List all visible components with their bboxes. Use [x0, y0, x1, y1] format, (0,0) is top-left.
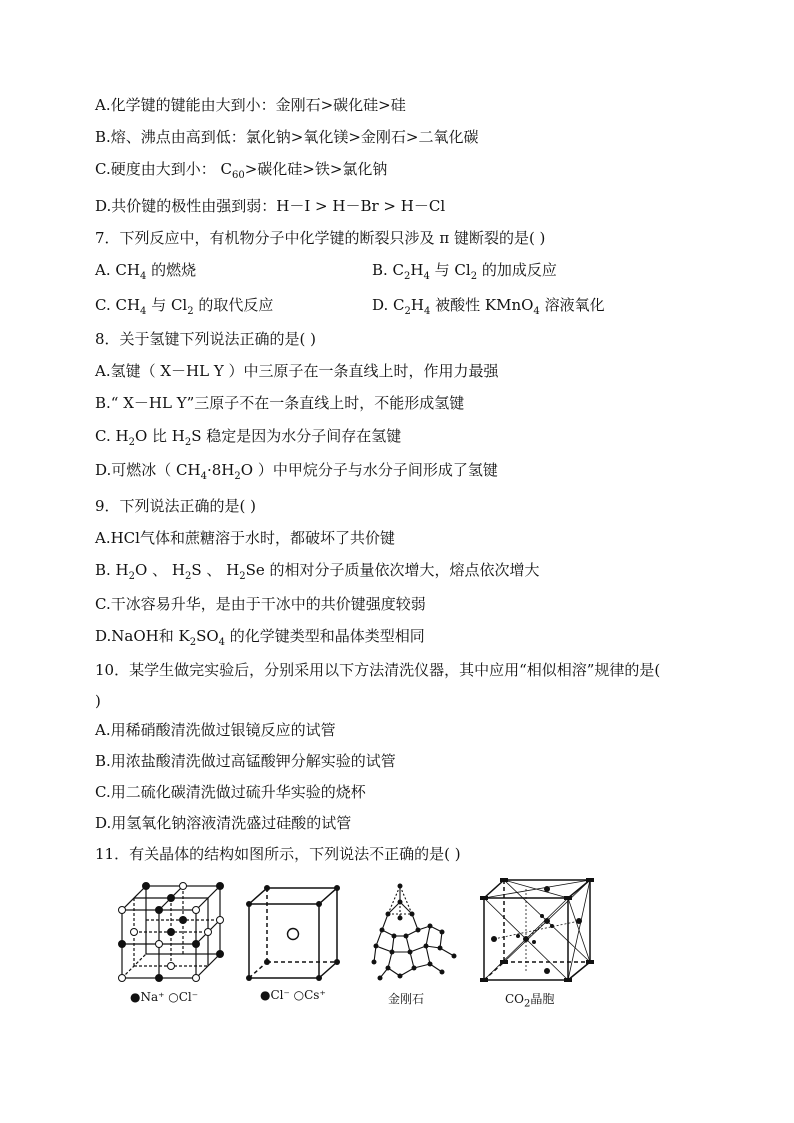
- q7-b-post: 的加成反应: [477, 261, 557, 279]
- q7-c-sub2: 2: [187, 306, 194, 317]
- q7-b-mid2: 与 Cl: [429, 261, 471, 279]
- q6-c-pre: C.硬度由大到小：: [95, 160, 216, 178]
- q9-option-d: [95, 626, 425, 646]
- cscl-cell-figure: [243, 884, 343, 984]
- q7-d-mid: H: [410, 296, 424, 314]
- diamond-caption: 金刚石: [388, 992, 425, 1006]
- q11-stem: 11．有关晶体的结构如图所示，下列说法不正确的是( ): [95, 845, 461, 863]
- q8-option-b: B.“ X－HL Y”三原子不在一条直线上时，不能形成氢键: [95, 394, 465, 412]
- q8-d-sub2: 2: [234, 471, 241, 482]
- q7-c-post: 的取代反应: [193, 296, 274, 314]
- q6-option-d: [95, 196, 445, 216]
- q10-option-c: C.用二硫化碳清洗做过硫升华实验的烧杯: [95, 783, 366, 801]
- q9-option-c: C.干冰容易升华，是由于干冰中的共价键强度较弱: [95, 595, 426, 613]
- nacl-lattice-figure: [112, 880, 227, 990]
- q9-b-s3: 2: [239, 571, 246, 582]
- q7-b-pre: B. C: [372, 261, 405, 279]
- q10-option-a: A.用稀硝酸清洗做过银镜反应的试管: [95, 721, 336, 739]
- q10-option-b: B.用浓盐酸清洗做过高锰酸钾分解实验的试管: [95, 752, 396, 770]
- q6-option-c: [95, 159, 387, 179]
- q7-d-sub3: 4: [533, 306, 540, 317]
- q8-c-sub2: 2: [184, 437, 192, 448]
- q7-b-sub1: 2: [404, 271, 411, 282]
- q8-c-pre: C. H: [95, 427, 129, 445]
- q6-c-post: >碳化硅>铁>氯化钠: [244, 160, 388, 178]
- q7-a-pre: A. CH: [95, 261, 140, 279]
- q7-d-sub2: 4: [423, 306, 431, 317]
- q9-d-post: 的化学键类型和晶体类型相同: [225, 627, 425, 645]
- q6-c-sub: 60: [231, 170, 245, 181]
- q9-option-b: [95, 560, 540, 580]
- q8-option-c: [95, 426, 401, 446]
- q7-b-sub3: 2: [470, 271, 478, 282]
- cscl-legend: ●Cl⁻ ○Cs⁺: [260, 988, 326, 1002]
- q7-option-a: [95, 260, 196, 280]
- q9-d-pre: D.NaOH和 K: [95, 627, 190, 645]
- co2-caption: [505, 990, 555, 1010]
- q7-d-sub1: 2: [404, 306, 411, 317]
- q8-c-mid: O 比 H: [134, 427, 185, 445]
- q10-stem: 10．某学生做完实验后，分别采用以下方法清洗仪器，其中应用“相似相溶”规律的是(: [95, 661, 661, 679]
- q8-stem: 8．关于氢键下列说法正确的是( ): [95, 330, 317, 348]
- q9-b-s1: 2: [128, 571, 136, 582]
- q7-b-sub2: 4: [423, 271, 430, 282]
- q9-b-pre: B. H: [95, 561, 129, 579]
- q6-option-a: A.化学键的键能由大到小：金刚石>碳化硅>硅: [95, 96, 406, 114]
- q7-a-post: 的燃烧: [146, 261, 197, 279]
- q9-b-m1: O 、 H: [135, 561, 185, 579]
- q9-b-m2: S 、 H: [191, 561, 240, 579]
- q6-c-c: C: [220, 160, 232, 178]
- q9-d-m1: SO: [196, 627, 219, 645]
- nacl-legend: ●Na⁺ ○Cl⁻: [130, 990, 199, 1004]
- q7-d-post: 溶液氧化: [539, 296, 605, 314]
- q6-option-b: B.熔、沸点由高到低：氯化钠>氧化镁>金刚石>二氧化碳: [95, 128, 479, 146]
- q7-c-sub1: 4: [140, 306, 147, 317]
- q10-stem-cont: ): [95, 692, 101, 710]
- q9-b-s2: 2: [184, 571, 192, 582]
- q8-d-sub1: 4: [200, 471, 207, 482]
- q7-a-sub: 4: [139, 271, 147, 282]
- q8-option-a: A.氢键（ X－HL Y ）中三原子在一条直线上时，作用力最强: [95, 362, 499, 380]
- q7-option-d: [372, 295, 605, 315]
- q6-d-formula: H－I > H－Br > H－Cl: [276, 197, 446, 215]
- q8-d-post: O ）中甲烷分子与水分子间形成了氢键: [240, 461, 498, 479]
- diamond-structure-figure: [370, 880, 465, 985]
- co2-caption-post: 晶胞: [530, 992, 555, 1006]
- q9-d-s1: 2: [189, 637, 197, 648]
- q8-c-post: S 稳定是因为水分子间存在氢键: [191, 427, 402, 445]
- q9-d-s2: 4: [218, 637, 226, 648]
- q10-option-d: D.用氢氧化钠溶液清洗盛过硅酸的试管: [95, 814, 352, 832]
- q7-d-mid2: 被酸性 KMnO: [430, 296, 534, 314]
- co2-caption-sub: 2: [524, 998, 531, 1010]
- q9-option-a: A.HCl气体和蔗糖溶于水时，都破坏了共价键: [95, 529, 395, 547]
- q7-c-pre: C. CH: [95, 296, 141, 314]
- q9-b-post: Se 的相对分子质量依次增大，熔点依次增大: [245, 561, 540, 579]
- q7-option-c: [95, 295, 273, 315]
- q8-c-sub1: 2: [128, 437, 135, 448]
- q7-option-b: [372, 260, 557, 280]
- co2-caption-pre: CO: [505, 992, 525, 1006]
- q9-stem: 9．下列说法正确的是( ): [95, 497, 257, 515]
- q7-d-pre: D. C: [372, 296, 405, 314]
- q8-d-pre: D.可燃冰（ CH: [95, 461, 201, 479]
- q8-option-d: [95, 460, 498, 480]
- co2-cell-figure: [478, 876, 596, 984]
- q7-c-mid: 与 Cl: [146, 296, 188, 314]
- q7-stem: 7．下列反应中，有机物分子中化学键的断裂只涉及 π 键断裂的是( ): [95, 229, 546, 247]
- q6-d-pre: D.共价键的极性由强到弱：: [95, 197, 277, 215]
- q7-b-mid: H: [410, 261, 424, 279]
- q8-d-mid: ·8H: [206, 461, 235, 479]
